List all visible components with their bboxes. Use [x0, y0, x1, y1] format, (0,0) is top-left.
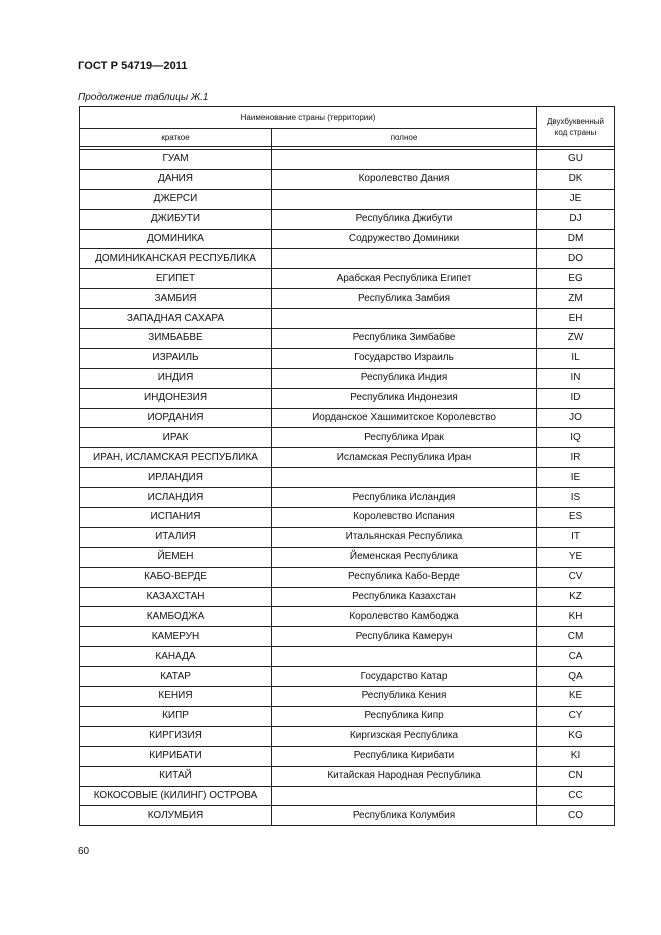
- cell-short-name: КОЛУМБИЯ: [80, 806, 272, 826]
- cell-country-code: GU: [537, 150, 615, 170]
- table-row: [80, 508, 615, 528]
- cell-full-name: Республика Индия: [272, 368, 537, 388]
- table-row: [80, 329, 615, 349]
- table-row: [80, 169, 615, 189]
- table-row: [80, 647, 615, 667]
- table-row: [80, 806, 615, 826]
- document-title: ГОСТ Р 54719—2011: [78, 60, 188, 72]
- cell-country-code: IT: [537, 527, 615, 547]
- cell-full-name: Киргизская Республика: [272, 726, 537, 746]
- cell-short-name: КАМБОДЖА: [80, 607, 272, 627]
- cell-full-name: [272, 647, 537, 667]
- cell-country-code: KE: [537, 687, 615, 707]
- table-row: [80, 488, 615, 508]
- table-row: [80, 368, 615, 388]
- cell-full-name: Государство Израиль: [272, 348, 537, 368]
- cell-country-code: CN: [537, 766, 615, 786]
- cell-short-name: ГУАМ: [80, 150, 272, 170]
- cell-full-name: [272, 249, 537, 269]
- cell-short-name: КОКОСОВЫЕ (КИЛИНГ) ОСТРОВА: [80, 786, 272, 806]
- cell-short-name: ЕГИПЕТ: [80, 269, 272, 289]
- cell-country-code: YE: [537, 547, 615, 567]
- cell-full-name: Республика Колумбия: [272, 806, 537, 826]
- cell-country-code: ID: [537, 388, 615, 408]
- cell-country-code: IE: [537, 468, 615, 488]
- table-row: [80, 766, 615, 786]
- header-code-label: Двухбуквенный код страны: [547, 116, 604, 137]
- cell-short-name: ИЗРАИЛЬ: [80, 348, 272, 368]
- table-row: [80, 746, 615, 766]
- table-row: [80, 289, 615, 309]
- table-row: [80, 269, 615, 289]
- cell-full-name: Республика Кирибати: [272, 746, 537, 766]
- cell-country-code: ES: [537, 508, 615, 528]
- table-row: [80, 786, 615, 806]
- cell-short-name: ДЖЕРСИ: [80, 189, 272, 209]
- cell-country-code: IN: [537, 368, 615, 388]
- cell-country-code: DJ: [537, 209, 615, 229]
- cell-full-name: Республика Кения: [272, 687, 537, 707]
- cell-country-code: CM: [537, 627, 615, 647]
- table-row: [80, 468, 615, 488]
- table-row: [80, 388, 615, 408]
- table-row: [80, 150, 615, 170]
- table-row: [80, 567, 615, 587]
- cell-full-name: Республика Ирак: [272, 428, 537, 448]
- table-row: [80, 667, 615, 687]
- header-short-name: краткое: [80, 129, 272, 147]
- cell-country-code: EH: [537, 309, 615, 329]
- cell-full-name: Республика Индонезия: [272, 388, 537, 408]
- cell-full-name: Королевство Дания: [272, 169, 537, 189]
- cell-full-name: Иорданское Хашимитское Королевство: [272, 408, 537, 428]
- cell-short-name: КАМЕРУН: [80, 627, 272, 647]
- table-body: [80, 150, 615, 826]
- cell-short-name: ЙЕМЕН: [80, 547, 272, 567]
- cell-full-name: Содружество Доминики: [272, 229, 537, 249]
- table-row: [80, 527, 615, 547]
- cell-short-name: КАТАР: [80, 667, 272, 687]
- cell-full-name: Китайская Народная Республика: [272, 766, 537, 786]
- cell-full-name: Республика Кабо-Верде: [272, 567, 537, 587]
- cell-country-code: IL: [537, 348, 615, 368]
- table-row: [80, 309, 615, 329]
- cell-country-code: DO: [537, 249, 615, 269]
- cell-country-code: KH: [537, 607, 615, 627]
- cell-short-name: ЗАМБИЯ: [80, 289, 272, 309]
- country-codes-table: [79, 106, 615, 826]
- cell-full-name: Республика Исландия: [272, 488, 537, 508]
- cell-short-name: КАБО-ВЕРДЕ: [80, 567, 272, 587]
- cell-country-code: KZ: [537, 587, 615, 607]
- table-row: [80, 547, 615, 567]
- cell-full-name: Королевство Камбоджа: [272, 607, 537, 627]
- table-row: [80, 607, 615, 627]
- cell-short-name: ИРАН, ИСЛАМСКАЯ РЕСПУБЛИКА: [80, 448, 272, 468]
- cell-country-code: JE: [537, 189, 615, 209]
- cell-full-name: Итальянская Республика: [272, 527, 537, 547]
- table-row: [80, 408, 615, 428]
- cell-country-code: ZW: [537, 329, 615, 349]
- cell-short-name: ДАНИЯ: [80, 169, 272, 189]
- cell-full-name: [272, 786, 537, 806]
- cell-country-code: CY: [537, 706, 615, 726]
- cell-full-name: Йеменская Республика: [272, 547, 537, 567]
- cell-full-name: Королевство Испания: [272, 508, 537, 528]
- table-row: [80, 448, 615, 468]
- header-country-name-group: Наименование страны (территории): [80, 107, 537, 129]
- cell-short-name: ИРАК: [80, 428, 272, 448]
- cell-short-name: ДОМИНИКАНСКАЯ РЕСПУБЛИКА: [80, 249, 272, 269]
- cell-full-name: Республика Казахстан: [272, 587, 537, 607]
- cell-full-name: Арабская Республика Египет: [272, 269, 537, 289]
- cell-full-name: Республика Зимбабве: [272, 329, 537, 349]
- cell-country-code: CC: [537, 786, 615, 806]
- cell-country-code: ZM: [537, 289, 615, 309]
- table-continuation-label: Продолжение таблицы Ж.1: [78, 92, 209, 103]
- table-row: [80, 726, 615, 746]
- cell-country-code: JO: [537, 408, 615, 428]
- table-row: [80, 229, 615, 249]
- cell-country-code: IS: [537, 488, 615, 508]
- table-row: [80, 687, 615, 707]
- table-row: [80, 348, 615, 368]
- table-row: [80, 706, 615, 726]
- cell-short-name: КИПР: [80, 706, 272, 726]
- cell-country-code: CO: [537, 806, 615, 826]
- cell-country-code: EG: [537, 269, 615, 289]
- cell-country-code: CV: [537, 567, 615, 587]
- cell-short-name: ИНДИЯ: [80, 368, 272, 388]
- cell-short-name: ДЖИБУТИ: [80, 209, 272, 229]
- cell-short-name: КИТАЙ: [80, 766, 272, 786]
- cell-full-name: Республика Джибути: [272, 209, 537, 229]
- cell-full-name: [272, 150, 537, 170]
- cell-short-name: КАЗАХСТАН: [80, 587, 272, 607]
- cell-full-name: Республика Камерун: [272, 627, 537, 647]
- cell-country-code: IR: [537, 448, 615, 468]
- cell-short-name: ИСЛАНДИЯ: [80, 488, 272, 508]
- cell-country-code: QA: [537, 667, 615, 687]
- table-row: [80, 627, 615, 647]
- cell-short-name: ДОМИНИКА: [80, 229, 272, 249]
- cell-full-name: [272, 309, 537, 329]
- table-row: [80, 209, 615, 229]
- cell-short-name: КИРГИЗИЯ: [80, 726, 272, 746]
- cell-full-name: Республика Замбия: [272, 289, 537, 309]
- cell-short-name: ИОРДАНИЯ: [80, 408, 272, 428]
- table-row: [80, 249, 615, 269]
- cell-short-name: ИТАЛИЯ: [80, 527, 272, 547]
- cell-full-name: Исламская Республика Иран: [272, 448, 537, 468]
- header-code: [537, 107, 615, 147]
- cell-short-name: ЗИМБАБВЕ: [80, 329, 272, 349]
- cell-country-code: IQ: [537, 428, 615, 448]
- cell-full-name: Республика Кипр: [272, 706, 537, 726]
- cell-country-code: KI: [537, 746, 615, 766]
- cell-country-code: DK: [537, 169, 615, 189]
- cell-full-name: [272, 468, 537, 488]
- cell-short-name: КИРИБАТИ: [80, 746, 272, 766]
- cell-country-code: DM: [537, 229, 615, 249]
- header-full-name: полное: [272, 129, 537, 147]
- cell-short-name: ЗАПАДНАЯ САХАРА: [80, 309, 272, 329]
- cell-short-name: КЕНИЯ: [80, 687, 272, 707]
- table-row: [80, 189, 615, 209]
- cell-full-name: [272, 189, 537, 209]
- cell-full-name: Государство Катар: [272, 667, 537, 687]
- table-row: [80, 428, 615, 448]
- cell-country-code: CA: [537, 647, 615, 667]
- cell-short-name: КАНАДА: [80, 647, 272, 667]
- cell-short-name: ИСПАНИЯ: [80, 508, 272, 528]
- page-number: 60: [78, 846, 90, 857]
- cell-short-name: ИРЛАНДИЯ: [80, 468, 272, 488]
- cell-country-code: KG: [537, 726, 615, 746]
- cell-short-name: ИНДОНЕЗИЯ: [80, 388, 272, 408]
- table-row: [80, 587, 615, 607]
